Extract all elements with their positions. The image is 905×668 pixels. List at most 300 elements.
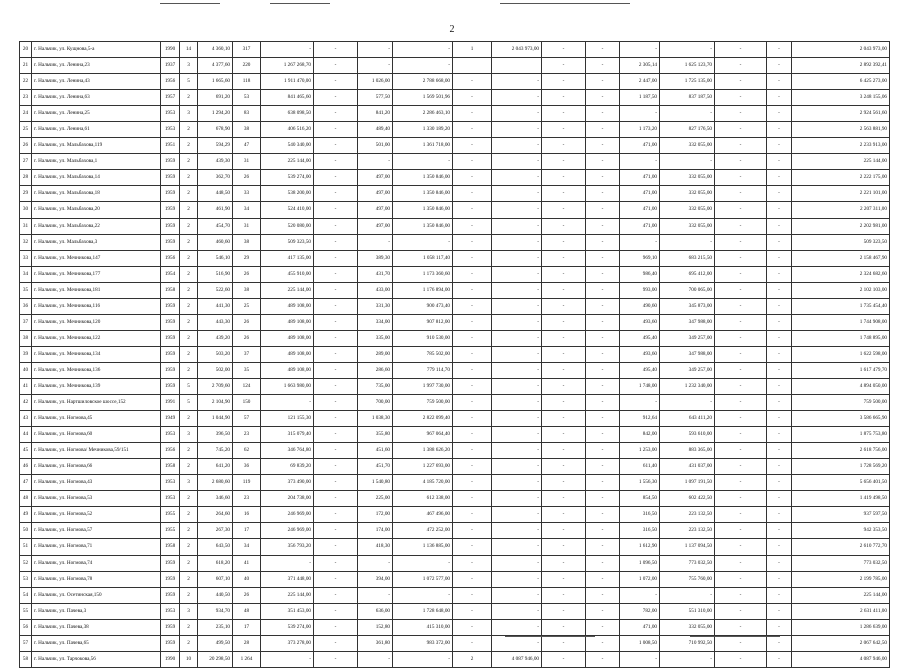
table-cell: 1953 <box>161 427 180 443</box>
table-cell: 1 044,90 <box>198 411 233 427</box>
table-row <box>20 619 890 635</box>
table-cell: - <box>453 122 492 138</box>
table-cell: г. Нальчик, ул. Ленина,63 <box>32 90 161 106</box>
table-cell: 36 <box>20 298 32 314</box>
table-cell: - <box>492 587 542 603</box>
table-cell: 41 <box>233 555 261 571</box>
table-cell: - <box>586 539 620 555</box>
table-cell: 406 516,20 <box>261 122 314 138</box>
table-cell: 31 <box>233 154 261 170</box>
table-cell: - <box>542 330 586 346</box>
table-cell: 2 <box>180 282 198 298</box>
table-cell: - <box>586 154 620 170</box>
table-cell: 467 496,00 <box>393 507 453 523</box>
table-cell: - <box>586 90 620 106</box>
table-cell: 1 540,80 <box>358 475 393 491</box>
table-cell: 1 361 718,00 <box>393 138 453 154</box>
table-cell: 46 <box>20 459 32 475</box>
table-row <box>20 587 890 603</box>
table-cell: - <box>715 587 767 603</box>
table-cell: - <box>542 378 586 394</box>
table-cell: - <box>715 523 767 539</box>
table-cell: - <box>542 234 586 250</box>
table-cell: 1959 <box>161 635 180 651</box>
table-cell: г. Нальчик, ул. Нартшиловское шоссе,152 <box>32 395 161 411</box>
table-cell: 2 <box>180 122 198 138</box>
table-cell: 29 <box>20 186 32 202</box>
table-cell: - <box>767 395 792 411</box>
table-cell: 695 412,00 <box>660 266 715 282</box>
table-cell: 223 132,50 <box>660 523 715 539</box>
table-cell: - <box>358 42 393 58</box>
table-cell: 431,70 <box>358 266 393 282</box>
table-cell: - <box>542 587 586 603</box>
table-cell: 5 <box>180 74 198 90</box>
table-cell: г. Нальчик, ул. Мечникова,136 <box>32 362 161 378</box>
table-cell: - <box>586 475 620 491</box>
table-cell: 1 072 577,00 <box>393 571 453 587</box>
table-cell: 351 453,00 <box>261 603 314 619</box>
table-cell: 1 176 894,00 <box>393 282 453 298</box>
table-cell: г. Нальчик, ул. Мечникова,177 <box>32 266 161 282</box>
table-cell: 415 310,00 <box>393 619 453 635</box>
table-cell: 373 278,00 <box>261 635 314 651</box>
table-cell: 1 663 980,00 <box>261 378 314 394</box>
table-cell: - <box>314 186 358 202</box>
table-cell: - <box>586 378 620 394</box>
table-cell: 53 <box>20 571 32 587</box>
table-cell: 2 104,90 <box>198 395 233 411</box>
table-row <box>20 250 890 266</box>
table-cell: - <box>660 395 715 411</box>
table-cell: г. Нальчик, ул. Ленина,43 <box>32 74 161 90</box>
table-cell: 172,00 <box>358 507 393 523</box>
table-cell: - <box>314 571 358 587</box>
table-cell: - <box>542 170 586 186</box>
table-cell: - <box>542 635 586 651</box>
table-cell: - <box>715 330 767 346</box>
table-cell: 983 372,00 <box>393 635 453 651</box>
table-cell: 1957 <box>161 90 180 106</box>
table-cell: 1 008,50 <box>620 635 660 651</box>
table-cell: 785 502,00 <box>393 346 453 362</box>
table-cell: - <box>715 555 767 571</box>
table-cell: - <box>715 427 767 443</box>
table-cell: г. Нальчик, ул. Осетинская,150 <box>32 587 161 603</box>
table-cell: г. Нальчик, ул. Ногмова,43 <box>32 475 161 491</box>
table-cell: 2 <box>180 154 198 170</box>
table-cell: - <box>715 539 767 555</box>
table-cell: 2 447,00 <box>620 74 660 90</box>
table-cell: 2 618 756,00 <box>792 443 890 459</box>
table-cell: 373 490,00 <box>261 475 314 491</box>
table-cell: 593 610,00 <box>660 427 715 443</box>
table-cell: - <box>542 475 586 491</box>
table-cell: г. Нальчик, ул. Пачева,3 <box>32 603 161 619</box>
table-cell: 691,20 <box>198 90 233 106</box>
table-cell: - <box>314 362 358 378</box>
table-cell: - <box>492 218 542 234</box>
table-cell: 495,40 <box>620 330 660 346</box>
table-cell: 1959 <box>161 186 180 202</box>
table-cell: - <box>715 507 767 523</box>
table-cell: 3 <box>180 427 198 443</box>
table-cell: 119 <box>233 475 261 491</box>
table-cell: - <box>453 282 492 298</box>
table-cell: 489 108,00 <box>261 362 314 378</box>
table-cell: 246 969,00 <box>261 507 314 523</box>
table-cell: 26 <box>233 170 261 186</box>
table-cell: 2 233 913,00 <box>792 138 890 154</box>
table-cell: - <box>715 282 767 298</box>
table-cell: 1 350 846,00 <box>393 186 453 202</box>
table-cell: 332 055,00 <box>660 138 715 154</box>
table-cell: - <box>767 603 792 619</box>
table-cell: 20 298,50 <box>198 651 233 667</box>
table-cell: - <box>314 619 358 635</box>
table-cell: - <box>314 587 358 603</box>
table-cell: 837 187,50 <box>660 90 715 106</box>
table-cell: - <box>620 395 660 411</box>
table-cell: - <box>492 459 542 475</box>
table-cell: г. Нальчик, ул. Ленина,25 <box>32 106 161 122</box>
table-cell: 2 <box>180 635 198 651</box>
table-cell: 641,20 <box>198 459 233 475</box>
table-row <box>20 395 890 411</box>
table-cell: г. Нальчик, ул. Мальбахова,20 <box>32 202 161 218</box>
table-cell: 24 <box>20 106 32 122</box>
table-cell: - <box>393 234 453 250</box>
table-cell: 2 680,60 <box>198 475 233 491</box>
table-cell: 1959 <box>161 362 180 378</box>
table-cell: 472 252,00 <box>393 523 453 539</box>
table-cell: 20 <box>20 42 32 58</box>
table-cell: - <box>660 106 715 122</box>
table-cell: 2 067 642,50 <box>792 635 890 651</box>
table-cell: - <box>542 555 586 571</box>
table-cell: - <box>715 346 767 362</box>
table-cell: 710 992,50 <box>660 635 715 651</box>
table-cell: 356 793,20 <box>261 539 314 555</box>
table-cell: 39 <box>20 346 32 362</box>
table-row <box>20 539 890 555</box>
table-cell: 454,70 <box>198 218 233 234</box>
table-cell: 1959 <box>161 571 180 587</box>
table-cell: 225,00 <box>358 491 393 507</box>
table-cell: - <box>314 539 358 555</box>
table-cell: - <box>620 42 660 58</box>
table-cell: 433,00 <box>358 282 393 298</box>
table-cell: 1959 <box>161 234 180 250</box>
table-cell: - <box>261 395 314 411</box>
table-cell: 1 748 895,00 <box>792 330 890 346</box>
table-cell: 23 <box>233 427 261 443</box>
table-cell: - <box>767 90 792 106</box>
table-cell: г. Нальчик, ул. Мечникова,134 <box>32 346 161 362</box>
table-cell: 493,60 <box>620 314 660 330</box>
table-cell: 35 <box>233 362 261 378</box>
table-cell: 2 <box>453 651 492 667</box>
table-cell: - <box>542 186 586 202</box>
table-cell: - <box>314 42 358 58</box>
table-cell: 332 055,00 <box>660 619 715 635</box>
table-cell: - <box>453 106 492 122</box>
table-cell: - <box>542 427 586 443</box>
table-cell: - <box>767 106 792 122</box>
table-cell: г. Нальчик, ул. Мечникова,120 <box>32 314 161 330</box>
table-row <box>20 555 890 571</box>
table-cell: 347 988,00 <box>660 346 715 362</box>
table-cell: 2 <box>180 330 198 346</box>
table-cell: 3 586 665,90 <box>792 411 890 427</box>
table-cell: - <box>314 507 358 523</box>
table-cell: 315 079,40 <box>261 427 314 443</box>
table-cell: - <box>314 491 358 507</box>
table-cell: - <box>620 651 660 667</box>
table-cell: 539 274,00 <box>261 170 314 186</box>
table-cell: 57 <box>20 635 32 651</box>
table-cell: - <box>314 635 358 651</box>
table-cell: 643,50 <box>198 539 233 555</box>
table-cell: 1955 <box>161 507 180 523</box>
table-cell: 1959 <box>161 378 180 394</box>
table-cell: 497,00 <box>358 186 393 202</box>
table-cell: - <box>542 459 586 475</box>
table-cell: 539 274,00 <box>261 619 314 635</box>
table-cell: 1959 <box>161 555 180 571</box>
table-cell: 25 <box>233 298 261 314</box>
table-cell: - <box>492 411 542 427</box>
table-cell: 2 221 101,00 <box>792 186 890 202</box>
table-cell: 10 <box>180 651 198 667</box>
table-cell: - <box>492 491 542 507</box>
table-cell: - <box>314 603 358 619</box>
table-cell: - <box>314 122 358 138</box>
table-cell: - <box>314 154 358 170</box>
table-cell: 44 <box>20 427 32 443</box>
table-cell: - <box>453 154 492 170</box>
table-cell: - <box>767 378 792 394</box>
table-cell: - <box>492 202 542 218</box>
table-cell: - <box>453 411 492 427</box>
table-cell: 759 500,00 <box>792 395 890 411</box>
table-cell: - <box>492 330 542 346</box>
table-body <box>20 42 890 668</box>
table-cell: - <box>492 170 542 186</box>
table-cell: г. Нальчик, ул. Тарчокова,56 <box>32 651 161 667</box>
table-cell: 2 305,14 <box>620 58 660 74</box>
table-cell: г. Нальчик, ул. Мальбахова,3 <box>32 234 161 250</box>
table-cell: 2 <box>180 218 198 234</box>
table-cell: - <box>715 571 767 587</box>
table-cell: 316,50 <box>620 523 660 539</box>
table-cell: 2 <box>180 459 198 475</box>
table-cell: 900 473,40 <box>393 298 453 314</box>
table-cell: - <box>542 298 586 314</box>
table-cell: - <box>586 74 620 90</box>
table-cell: 1958 <box>161 282 180 298</box>
table-cell: 43 <box>20 411 32 427</box>
table-cell: 31 <box>233 218 261 234</box>
table-cell: 611,40 <box>620 459 660 475</box>
table-cell: 1990 <box>161 651 180 667</box>
table-cell: 2 788 668,00 <box>393 74 453 90</box>
table-cell: - <box>767 138 792 154</box>
table-cell: - <box>586 106 620 122</box>
table-cell: 2 892 392,41 <box>792 58 890 74</box>
table-row <box>20 571 890 587</box>
top-rule-right <box>500 3 630 4</box>
table-cell: 910 530,00 <box>393 330 453 346</box>
table-cell: 58 <box>20 651 32 667</box>
table-cell: 1 227 693,00 <box>393 459 453 475</box>
table-cell: 440,50 <box>198 587 233 603</box>
table-cell: 3 <box>180 106 198 122</box>
table-cell: - <box>542 346 586 362</box>
table-cell: 2 <box>180 138 198 154</box>
table-cell: - <box>393 58 453 74</box>
table-cell: 174,00 <box>358 523 393 539</box>
table-cell: - <box>542 154 586 170</box>
table-cell: 4 185 720,00 <box>393 475 453 491</box>
table-cell: 501,00 <box>358 138 393 154</box>
table-cell: 57 <box>233 411 261 427</box>
table-cell: г. Нальчик, ул. Ленина,23 <box>32 58 161 74</box>
table-cell: 1 997 730,00 <box>393 378 453 394</box>
table-cell: - <box>492 603 542 619</box>
table-cell: - <box>314 202 358 218</box>
table-cell: - <box>542 651 586 667</box>
table-cell: - <box>586 330 620 346</box>
table-cell: - <box>542 507 586 523</box>
table-cell: - <box>453 346 492 362</box>
table-cell: 489,40 <box>358 122 393 138</box>
table-cell: 2 <box>180 619 198 635</box>
table-cell: 2 <box>180 90 198 106</box>
table-cell: 735,00 <box>358 378 393 394</box>
table-cell: - <box>542 218 586 234</box>
table-cell: 41 <box>20 378 32 394</box>
table-cell: г. Нальчик, ул. Ленина,61 <box>32 122 161 138</box>
table-cell: - <box>715 234 767 250</box>
table-cell: 841 465,60 <box>261 90 314 106</box>
table-cell: 62 <box>233 443 261 459</box>
table-cell: - <box>453 362 492 378</box>
table-cell: - <box>492 427 542 443</box>
table-cell: 1958 <box>161 459 180 475</box>
table-cell: 267,30 <box>198 523 233 539</box>
table-cell: 2 <box>180 539 198 555</box>
table-cell: - <box>492 539 542 555</box>
table-cell: 332 055,00 <box>660 218 715 234</box>
table-cell: 150 <box>233 395 261 411</box>
table-cell: 448,50 <box>198 186 233 202</box>
table-cell: 2 <box>180 314 198 330</box>
table-cell: - <box>542 443 586 459</box>
table-cell: 1 350 846,00 <box>393 218 453 234</box>
table-cell: 38 <box>20 330 32 346</box>
table-cell: 335,00 <box>358 330 393 346</box>
table-cell: 346 764,80 <box>261 443 314 459</box>
table-cell: - <box>586 170 620 186</box>
table-cell: - <box>492 378 542 394</box>
table-cell: 50 <box>20 523 32 539</box>
table-cell: 503,20 <box>198 346 233 362</box>
table-cell: - <box>767 523 792 539</box>
table-cell: - <box>767 186 792 202</box>
table-cell: 2 043 973,00 <box>492 42 542 58</box>
table-cell: 499,50 <box>198 635 233 651</box>
table-cell: - <box>767 218 792 234</box>
table-cell: - <box>715 603 767 619</box>
table-cell: 1 612,90 <box>620 539 660 555</box>
table-row <box>20 58 890 74</box>
table-row <box>20 154 890 170</box>
table-cell: 1 137 094,50 <box>660 539 715 555</box>
table-cell: г. Нальчик, ул. Мечникова,139 <box>32 378 161 394</box>
table-cell: - <box>492 282 542 298</box>
table-cell: 967 064,40 <box>393 427 453 443</box>
table-cell: 937 597,50 <box>792 507 890 523</box>
table-cell: 1 735 454,40 <box>792 298 890 314</box>
table-cell: - <box>715 635 767 651</box>
table-cell: - <box>715 90 767 106</box>
table-cell: - <box>767 619 792 635</box>
table-cell: 520 080,00 <box>261 218 314 234</box>
table-cell: 4 360,10 <box>198 42 233 58</box>
table-cell: 5 656 401,50 <box>792 475 890 491</box>
table-cell: 489 108,00 <box>261 330 314 346</box>
table-cell: - <box>586 459 620 475</box>
table-cell: - <box>314 395 358 411</box>
table-cell: 35 <box>20 282 32 298</box>
table-row <box>20 346 890 362</box>
table-cell: - <box>767 507 792 523</box>
table-cell: 394,00 <box>358 571 393 587</box>
table-cell: 26 <box>233 587 261 603</box>
table-cell: - <box>767 651 792 667</box>
table-cell: 2 <box>180 411 198 427</box>
table-cell: 124 <box>233 378 261 394</box>
table-cell: - <box>453 635 492 651</box>
table-cell: - <box>767 202 792 218</box>
table-cell: 1953 <box>161 475 180 491</box>
table-cell: 2 <box>180 443 198 459</box>
table-cell: 700 065,00 <box>660 282 715 298</box>
table-cell: 225 144,00 <box>261 282 314 298</box>
table-cell: 678,90 <box>198 122 233 138</box>
table-cell: 418,30 <box>358 539 393 555</box>
table-cell: - <box>660 234 715 250</box>
table-cell: 618,20 <box>198 555 233 571</box>
table-cell: - <box>715 362 767 378</box>
table-cell: - <box>715 443 767 459</box>
table-cell: 1 350 846,00 <box>393 170 453 186</box>
table-cell: - <box>660 154 715 170</box>
table-cell: - <box>620 587 660 603</box>
table-cell: 546,10 <box>198 250 233 266</box>
table-cell: - <box>767 555 792 571</box>
table-cell: - <box>314 234 358 250</box>
table-cell: - <box>767 298 792 314</box>
table-cell: - <box>542 314 586 330</box>
table-cell: - <box>492 619 542 635</box>
table-cell: 773 032,50 <box>792 555 890 571</box>
table-cell: 842,00 <box>620 427 660 443</box>
table-cell: - <box>393 587 453 603</box>
table-cell: - <box>767 571 792 587</box>
table-cell: 3 <box>180 58 198 74</box>
